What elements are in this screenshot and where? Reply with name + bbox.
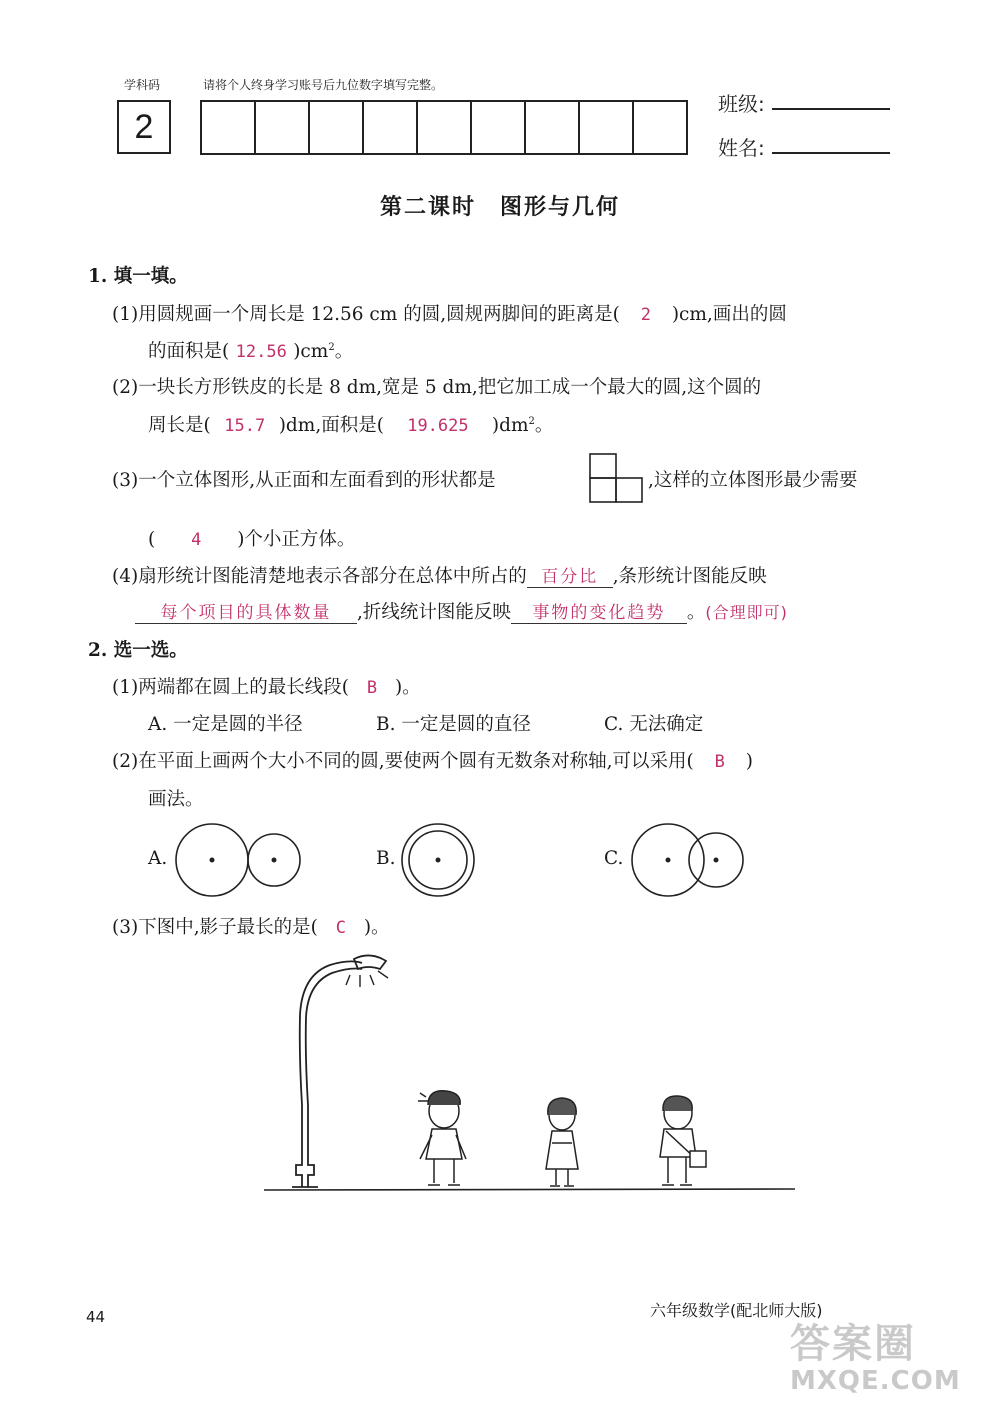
s2-q2-line1: (2)在平面上画两个大小不同的圆,要使两个圆有无数条对称轴,可以采用( B ) bbox=[112, 751, 753, 772]
s1-q1-answer2: 12.56 bbox=[235, 342, 287, 362]
s1-q4-note: (合理即可) bbox=[705, 603, 788, 622]
s1-q1-line2: 的面积是( 12.56 )$cm^2$。 bbox=[148, 341, 354, 362]
s2-q1-answer: B bbox=[366, 678, 378, 698]
s1-q4-answer1: 百分比 bbox=[527, 562, 613, 588]
s2-q1-option-c: C. 无法确定 bbox=[604, 714, 704, 735]
s2-q2-option-b-label: B. bbox=[376, 848, 396, 869]
s2-q2-option-c-label: C. bbox=[604, 848, 624, 869]
s1-q2-line1: (2)一块长方形铁皮的长是 8 dm,宽是 5 dm,把它加工成一个最大的圆,这个圆的 bbox=[112, 377, 762, 398]
book-title: 六年级数学(配北师大版) bbox=[650, 1301, 823, 1320]
s1-q3-line2: ( 4 )个小正方体。 bbox=[148, 529, 356, 550]
s2-q3-line: (3)下图中,影子最长的是( C )。 bbox=[112, 917, 390, 938]
digit-box[interactable] bbox=[418, 102, 472, 153]
option-c-circles bbox=[626, 820, 750, 900]
s1-q2-line2: 周长是( 15.7 )dm,面积是( 19.625 )$dm^2$。 bbox=[148, 415, 554, 436]
s1-q4-line1: (4)扇形统计图能清楚地表示各部分在总体中所占的 百分比 ,条形统计图能反映 bbox=[112, 562, 767, 588]
digit-box[interactable] bbox=[310, 102, 364, 153]
street-lamp-illustration bbox=[250, 945, 810, 1205]
boy-a-figure bbox=[418, 1091, 466, 1185]
s2-q1-option-b: B. 一定是圆的直径 bbox=[376, 714, 531, 735]
girl-b-figure bbox=[546, 1098, 578, 1186]
digit-box[interactable] bbox=[526, 102, 580, 153]
class-label: 班级: bbox=[718, 92, 765, 116]
section1-heading: 1. 填一填。 bbox=[88, 266, 188, 287]
s1-q3-line1: (3)一个立体图形,从正面和左面看到的形状都是 bbox=[112, 470, 496, 491]
s2-q2-option-a-label: A. bbox=[148, 848, 168, 869]
digit-box[interactable] bbox=[202, 102, 256, 153]
digit-box[interactable] bbox=[580, 102, 634, 153]
watermark-top: 答案圈 bbox=[790, 1321, 916, 1367]
watermark-bottom: MXQE.COM bbox=[790, 1366, 961, 1396]
subject-code-label: 学科码 bbox=[124, 78, 161, 92]
name-label: 姓名: bbox=[718, 136, 765, 160]
section2-heading: 2. 选一选。 bbox=[88, 640, 188, 661]
s1-q2-answer2: 19.625 bbox=[407, 416, 469, 436]
street-lamp-icon bbox=[292, 955, 386, 1187]
digit-box[interactable] bbox=[472, 102, 526, 153]
digit-box[interactable] bbox=[256, 102, 310, 153]
page-number: 44 bbox=[86, 1308, 106, 1326]
page-title: 第二课时 图形与几何 bbox=[379, 195, 620, 220]
class-field[interactable] bbox=[772, 108, 890, 110]
boy-c-figure bbox=[660, 1096, 706, 1185]
s1-q4-answer2: 每个项目的具体数量 bbox=[135, 598, 357, 624]
option-a-circles bbox=[170, 820, 310, 900]
s2-q3-answer: C bbox=[335, 918, 346, 938]
subject-code-box: 2 bbox=[117, 100, 171, 154]
s1-q1-line1: (1)用圆规画一个周长是 12.56 cm 的圆,圆规两脚间的距离是( 2 )cm,画出的圆 bbox=[112, 304, 787, 325]
account-instruction: 请将个人终身学习账号后九位数字填写完整。 bbox=[203, 78, 444, 92]
view-shape-figure bbox=[588, 452, 644, 504]
s1-q3-line1-end: ,这样的立体图形最少需要 bbox=[648, 470, 858, 491]
account-digit-boxes[interactable] bbox=[200, 100, 688, 155]
s2-q2-answer: B bbox=[714, 752, 725, 772]
name-field[interactable] bbox=[772, 152, 890, 154]
s1-q4-line2: 每个项目的具体数量 ,折线统计图能反映 事物的变化趋势 。(合理即可) bbox=[135, 598, 788, 624]
s2-q1-option-a: A. 一定是圆的半径 bbox=[148, 714, 303, 735]
s1-q2-answer1: 15.7 bbox=[224, 416, 266, 436]
option-b-circles bbox=[398, 820, 478, 900]
s2-q1-line: (1)两端都在圆上的最长线段( B )。 bbox=[112, 677, 421, 698]
s1-q3-answer: 4 bbox=[191, 530, 202, 550]
s1-q1-answer1: 2 bbox=[640, 305, 651, 325]
digit-box[interactable] bbox=[364, 102, 418, 153]
digit-box[interactable] bbox=[634, 102, 688, 153]
s2-q2-line2: 画法。 bbox=[148, 789, 204, 810]
s1-q4-answer3: 事物的变化趋势 bbox=[511, 598, 687, 624]
watermark bbox=[790, 1322, 961, 1396]
